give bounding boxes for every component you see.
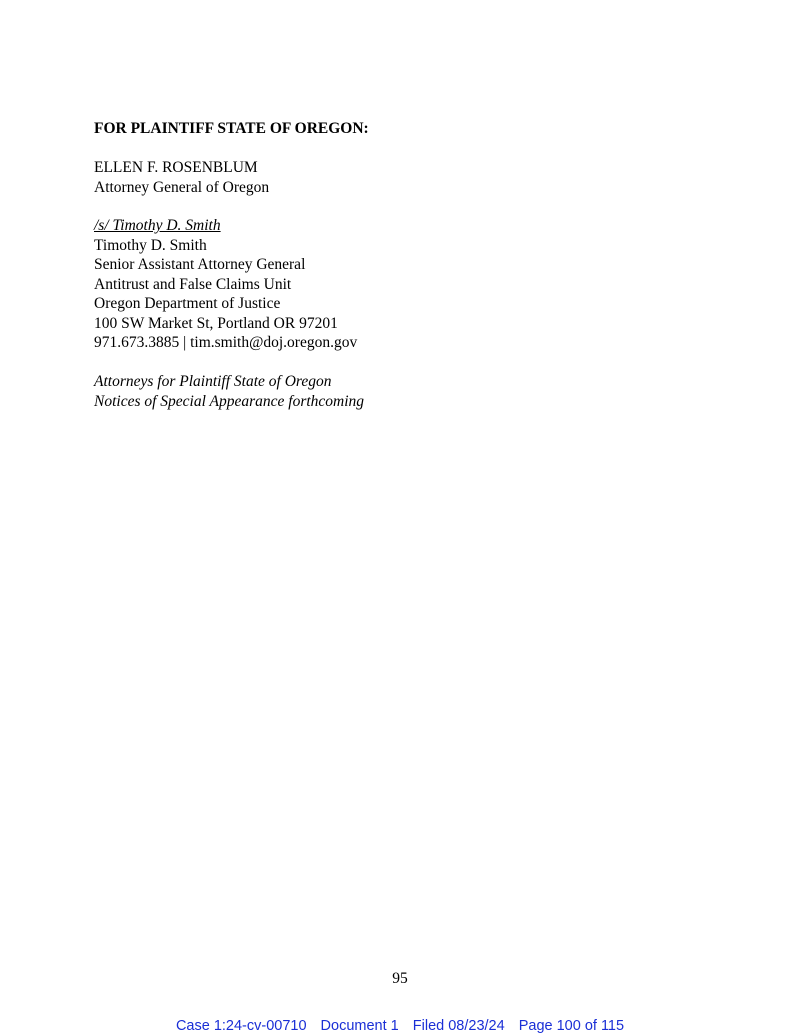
signatory-address: 100 SW Market St, Portland OR 97201 [94, 314, 338, 332]
stamp-filed: Filed 08/23/24 [412, 1018, 505, 1034]
signatory-department: Oregon Department of Justice [94, 295, 281, 312]
attorney-general-block [94, 158, 269, 197]
stamp-page: Page 100 of 115 [518, 1018, 625, 1034]
signatory-name: Timothy D. Smith [94, 236, 207, 254]
role-line-1: Attorneys for Plaintiff State of Oregon [94, 373, 332, 390]
attorney-general-name: ELLEN F. ROSENBLUM [94, 159, 258, 176]
signatory-unit: Antitrust and False Claims Unit [94, 275, 292, 293]
signatory-title: Senior Assistant Attorney General [94, 256, 306, 273]
page-number: 95 [392, 970, 408, 987]
stamp-case: Case 1:24-cv-00710 [175, 1018, 307, 1034]
signatory-block [94, 216, 357, 353]
stamp-document: Document 1 [320, 1018, 399, 1034]
filing-stamp [0, 1017, 800, 1035]
signatory-contact: 971.673.3885 | tim.smith@doj.oregon.gov [94, 334, 358, 351]
section-heading: FOR PLAINTIFF STATE OF OREGON: [94, 120, 369, 137]
role-line-2: Notices of Special Appearance forthcoming [94, 392, 365, 410]
electronic-signature: /s/ Timothy D. Smith [94, 217, 221, 234]
attorney-general-title: Attorney General of Oregon [94, 178, 270, 196]
role-block [94, 372, 364, 411]
